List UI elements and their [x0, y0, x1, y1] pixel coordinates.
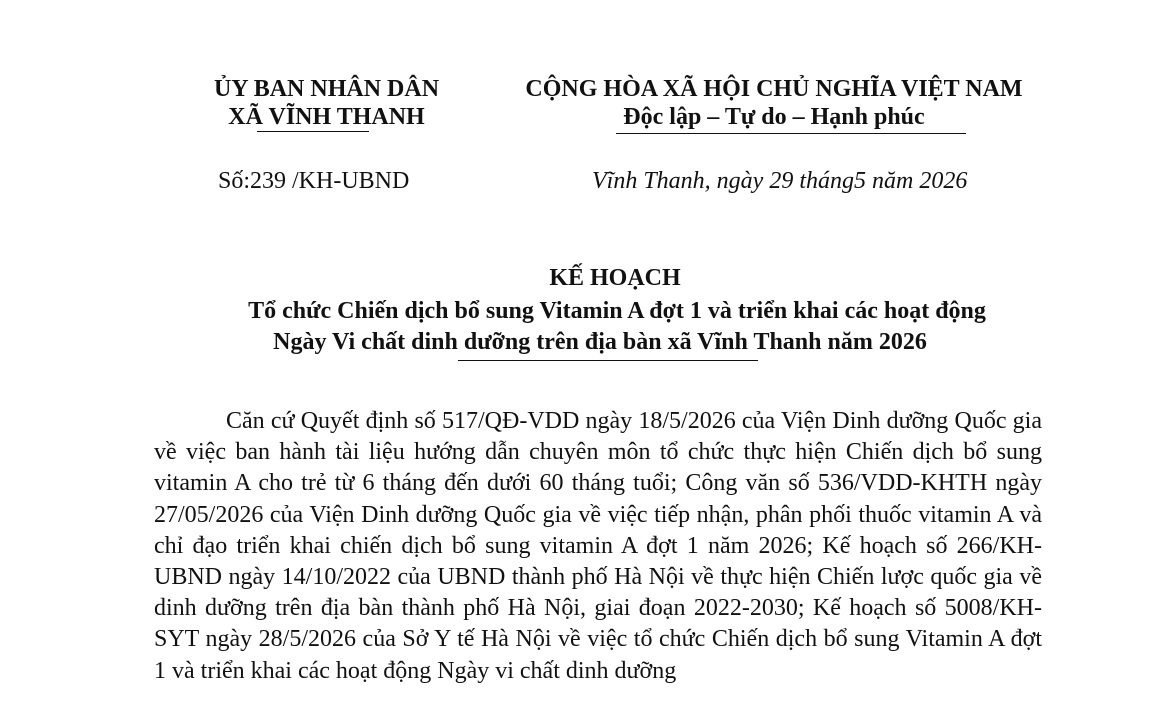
document-number: Số:239 /KH-UBND: [218, 168, 410, 194]
body-paragraph: Căn cứ Quyết định số 517/QĐ-VDD ngày 18/5/2026 của Viện Dinh dưỡng Quốc gia về việc ban hành tài liệu hướng dẫn chuyên môn tổ chức thực hiện Chiến dịch bổ sung vitamin A cho trẻ từ 6 tháng đến dưới 60 tháng tuổi; Công văn số 536/VDD-KHTH ngày 27/05/2026 của Viện Dinh dưỡng Quốc gia về việc tiếp nhận, phân phối thuốc vitamin A và chỉ đạo triển khai chiến dịch bổ sung vitamin A đợt 1 năm 2026; Kế hoạch số 266/KH-UBND ngày 14/10/2022 của UBND thành phố Hà Nội về thực hiện Chiến lược quốc gia về dinh dưỡng trên địa bàn thành phố Hà Nội, giai đoạn 2022-2030; Kế hoạch số 5008/KH-SYT ngày 28/5/2026 của Sở Y tế Hà Nội về việc tổ chức Chiến dịch bổ sung Vitamin A đợt 1 và triển khai các hoạt động Ngày vi chất dinh dưỡng: [154, 408, 1042, 684]
issuer-line2: XÃ VĨNH THANH: [228, 104, 425, 130]
national-name: CỘNG HÒA XÃ HỘI CHỦ NGHĨA VIỆT NAM: [525, 76, 1023, 102]
issuer-underline: [257, 131, 369, 132]
place-and-date: Vĩnh Thanh, ngày 29 tháng5 năm 2026: [592, 168, 968, 194]
national-motto: Độc lập – Tự do – Hạnh phúc: [623, 104, 925, 130]
issuer-line1: ỦY BAN NHÂN DÂN: [213, 76, 440, 102]
document-subtitle-line1: Tổ chức Chiến dịch bổ sung Vitamin A đợt 1 và triển khai các hoạt động: [248, 298, 986, 324]
title-underline: [458, 360, 758, 361]
document-body: [154, 406, 1042, 687]
document-title: KẾ HOẠCH: [549, 265, 681, 291]
motto-underline: [616, 133, 966, 134]
document-subtitle-line2: Ngày Vi chất dinh dưỡng trên địa bàn xã Vĩnh Thanh năm 2026: [273, 329, 927, 355]
